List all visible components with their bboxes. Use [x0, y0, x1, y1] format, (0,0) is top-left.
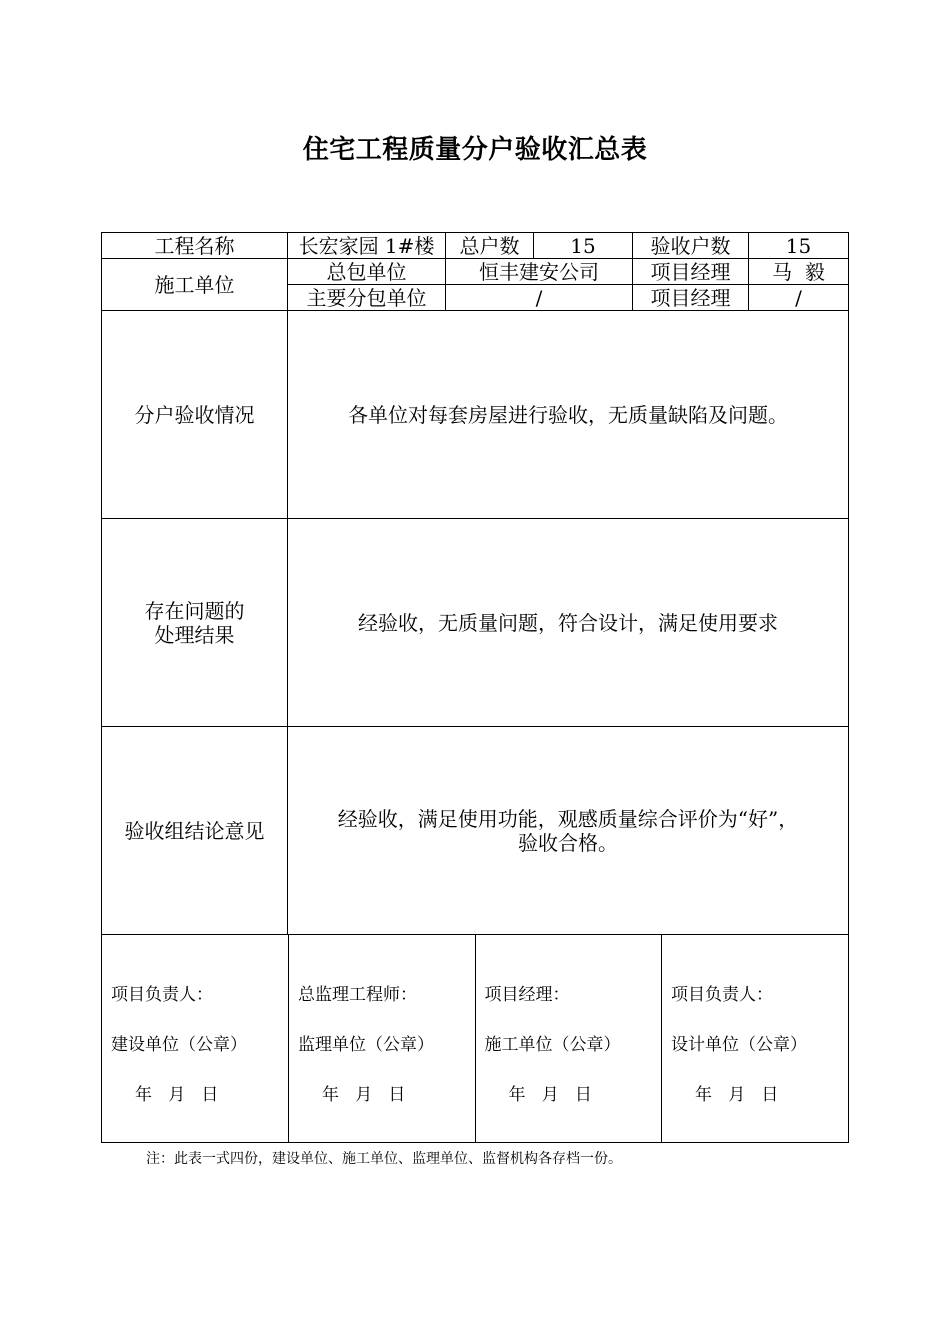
signature-grid — [102, 935, 848, 1142]
signature-cell — [102, 935, 849, 1143]
subcontractor-value: / — [446, 285, 633, 311]
contractor-date: 年 月 日 — [508, 1085, 592, 1105]
total-units-label: 总户数 — [446, 233, 534, 259]
construction-unit-label: 施工单位 — [102, 259, 288, 311]
accepted-units-value: 15 — [749, 233, 849, 259]
inspection-status-row — [102, 311, 849, 519]
subcontractor-label: 主要分包单位 — [288, 285, 446, 311]
conclusion-content-line1: 经验收，满足使用功能，观感质量综合评价为“好”， — [337, 806, 799, 831]
issue-handling-content: 经验收，无质量问题，符合设计，满足使用要求 — [288, 519, 849, 727]
conclusion-row — [102, 727, 849, 935]
sub-manager-value: / — [749, 285, 849, 311]
owner-role: 项目负责人： — [111, 985, 213, 1005]
conclusion-content — [288, 727, 849, 935]
issue-handling-label — [102, 519, 288, 727]
supervisor-role: 总监理工程师： — [298, 985, 417, 1005]
gc-manager-label: 项目经理 — [633, 259, 749, 285]
conclusion-label: 验收组结论意见 — [102, 727, 288, 935]
accepted-units-label: 验收户数 — [633, 233, 749, 259]
total-units-value: 15 — [534, 233, 633, 259]
designer-date: 年 月 日 — [695, 1085, 779, 1105]
issue-handling-row — [102, 519, 849, 727]
sub-manager-label: 项目经理 — [633, 285, 749, 311]
inspection-status-label: 分户验收情况 — [102, 311, 288, 519]
acceptance-summary-table — [101, 232, 849, 1143]
contractor-role: 项目经理： — [484, 985, 570, 1005]
signature-row — [102, 935, 849, 1143]
general-contractor-row — [102, 259, 849, 285]
owner-date: 年 月 日 — [135, 1085, 219, 1105]
supervisor-unit: 监理单位（公章） — [298, 1035, 434, 1055]
supervisor-date: 年 月 日 — [322, 1085, 406, 1105]
signature-designer — [662, 935, 849, 1142]
general-contractor-value: 恒丰建安公司 — [446, 259, 633, 285]
gc-manager-value: 马 毅 — [749, 259, 849, 285]
contractor-unit: 施工单位（公章） — [484, 1035, 621, 1055]
page-title: 住宅工程质量分户验收汇总表 — [302, 135, 648, 165]
signature-supervisor — [289, 935, 476, 1142]
inspection-status-content: 各单位对每套房屋进行验收，无质量缺陷及问题。 — [288, 311, 849, 519]
conclusion-content-line2: 验收合格。 — [518, 830, 618, 855]
general-contractor-label: 总包单位 — [288, 259, 446, 285]
issue-handling-label-line2: 处理结果 — [154, 622, 235, 647]
project-info-row — [102, 233, 849, 259]
designer-role: 项目负责人： — [671, 985, 773, 1005]
project-name-value: 长宏家园 1#楼 — [288, 233, 446, 259]
issue-handling-label-line1: 存在问题的 — [144, 598, 245, 623]
project-name-label: 工程名称 — [102, 233, 288, 259]
designer-unit: 设计单位（公章） — [671, 1035, 807, 1055]
signature-owner — [102, 935, 289, 1142]
signature-contractor — [475, 935, 662, 1142]
owner-unit: 建设单位（公章） — [111, 1035, 247, 1055]
footnote: 注：此表一式四份，建设单位、施工单位、监理单位、监督机构各存档一份。 — [146, 1151, 622, 1167]
